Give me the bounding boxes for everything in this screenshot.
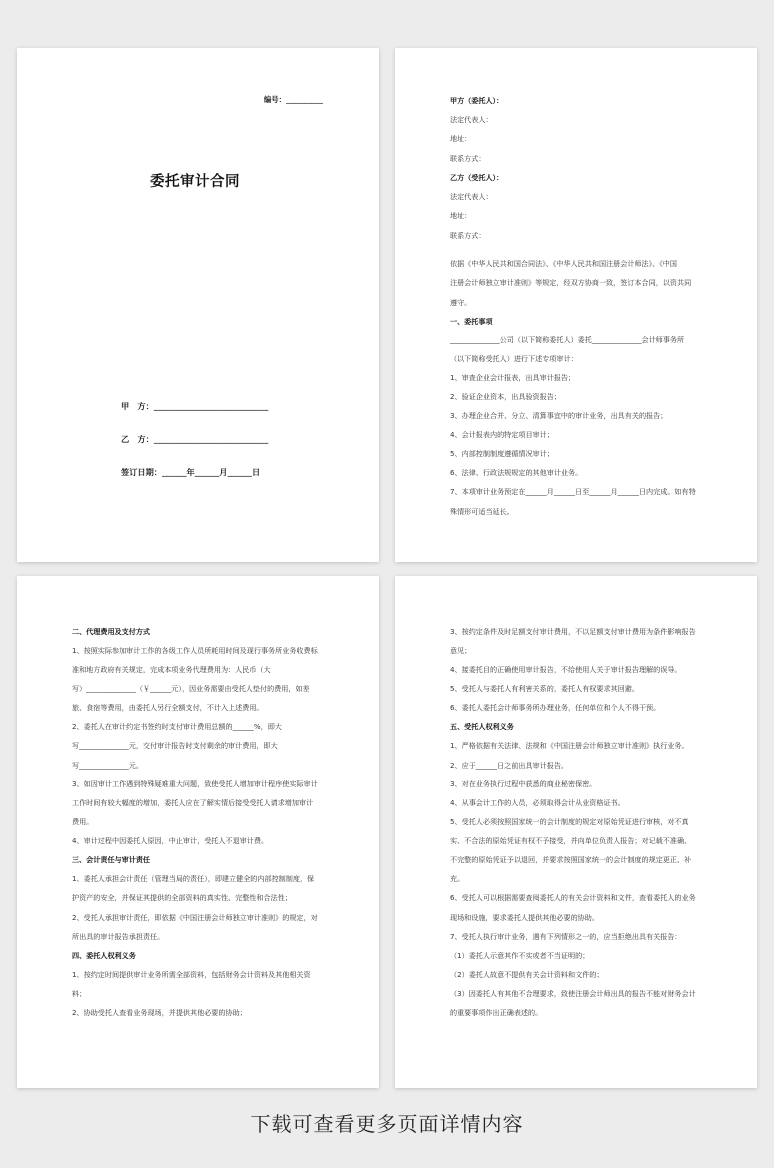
document-text-line: 费用。 [72,817,94,826]
document-text-line: 4、会计报表内的特定项目审计； [450,430,554,439]
document-text-line: 5、受托人必须按照国家统一的会计制度的规定对原始凭证进行审核，对不真 [450,817,689,826]
document-text-line: 联系方式： [450,231,486,240]
section-heading: 乙方（受托人）： [450,173,504,182]
contract-page-2 [395,48,757,562]
section-heading: 四、委托人权利义务 [72,951,136,960]
document-text-line: 3、办理企业合并、分立、清算事宜中的审计业务，出具有关的报告； [450,411,668,420]
section-heading: 五、受托人权利义务 [450,722,514,731]
document-text-line: 1、严格依据有关法律、法规和《中国注册会计师独立审计准则》执行业务。 [450,741,689,750]
document-text-line: 3、对在业务执行过程中获悉的商业秘密保密。 [450,779,597,788]
document-text-line: 现场和设施，要求委托人提供其他必要的协助。 [450,913,599,922]
contract-page-4 [395,576,757,1088]
document-text-line: 所出具的审计报告承担责任。 [72,932,165,941]
document-text-line: 7、本项审计业务预定在______月______日至______月______日内完成。如有特 [450,487,696,496]
document-text-line: （1）委托人示意其作不实或者不当证明的； [450,951,590,960]
document-text-line: 意见； [450,646,472,655]
section-heading: 二、代理费用及支付方式 [72,627,151,636]
contract-number-label: 编号：__________ [263,95,323,104]
document-text-line: 护资产的安全，并保证其提供的全部资料的真实性、完整性和合法性； [72,893,292,902]
document-text-line: 联系方式： [450,154,486,163]
document-text-line: 6、法律、行政法规规定的其他审计业务。 [450,468,583,477]
document-text-line: （以下简称受托人）进行下述专项审计： [450,354,578,363]
document-text-line: 2、委托人在审计约定书签约时支付审计费用总额的______%，即大 [72,722,282,731]
document-text-line: 5、内部控制制度遵循情况审计； [450,449,554,458]
party-b-signature-line: 乙 方：____________________________ [121,434,269,444]
document-text-line: 的重要事项作出正确表述的。 [450,1008,543,1017]
document-text-line: 4、接委托目的正确使用审计报告，不给使用人关于审计报告理解的误导。 [450,665,682,674]
party-a-signature-line: 甲 方：____________________________ [121,401,269,411]
document-text-line: 6、受托人可以根据需要查阅委托人的有关会计资料和文件，查看委托人的业务 [450,893,696,902]
sign-date-line: 签订日期：______年______月______日 [121,467,261,477]
document-text-line: 4、审计过程中因委托人原因，中止审计，受托人不退审计费。 [72,836,269,845]
document-text-line: 不完整的原始凭证予以退回，并要求按照国家统一的会计制度的规定更正、补 [450,855,692,864]
section-heading: 三、会计责任与审计责任 [72,855,151,864]
section-heading: 一、委托事项 [450,317,493,326]
document-text-line: 注册会计师独立审计准则》等规定，经双方协商一致，签订本合同，以资共同 [450,278,692,287]
document-text-line: 写）______________（￥______元），因业务需要由受托人垫付的费用，如差 [72,684,310,693]
document-text-line: 3、如因审计工作遇到特殊疑难重大问题，致使受托人增加审计程序使实际审计 [72,779,318,788]
document-text-line: （3）因委托人有其他不合理要求，致使注册会计师出具的报告不能对财务会计 [450,989,696,998]
document-text-line: 写______________元，交付审计报告时支付剩余的审计费用，即大 [72,741,278,750]
document-text-line: （2）委托人故意不提供有关会计资料和文件的； [450,970,604,979]
document-text-line: 2、验证企业资本，出具验资报告； [450,392,561,401]
document-text-line: 法定代表人： [450,115,493,124]
contract-page-3 [17,576,379,1088]
document-text-line: 充。 [450,874,465,883]
section-heading: 甲方（委托人）： [450,96,504,105]
document-text-line: 4、从事会计工作的人员，必须取得会计从业资格证书。 [450,798,625,807]
document-text-line: 旅、食宿等费用，由委托人另行全额支付，不计入上述费用。 [72,703,264,712]
document-text-line: 2、应于______日之前出具审计报告。 [450,761,569,770]
document-text-line: 1、委托人承担会计责任（管理当局的责任），即建立健全的内部控制制度，保 [72,874,315,883]
document-text-line: 1、审查企业会计报表，出具审计报告； [450,373,576,382]
document-text-line: 遵守。 [450,298,472,307]
contract-cover-page [17,48,379,562]
contract-title: 委托审计合同 [150,174,240,190]
document-text-line: ______________公司（以下简称委托人）委托______________会计师事务所 [450,335,685,344]
document-text-line: 准和地方政府有关规定，完成本项业务代理费用为：人民币（大 [72,665,271,674]
document-text-line: 地址： [450,134,472,143]
download-more-footer[interactable]: 下载可查看更多页面详情内容 [250,1112,524,1136]
document-text-line: 1、按约定时间提供审计业务所需全部资料，包括财务会计资料及其他相关资 [72,970,311,979]
document-text-line: 实、不合法的原始凭证有权不予接受，并向单位负责人报告；对记载不准确、 [450,836,692,845]
document-text-line: 1、按照实际参加审计工作的各级工作人员所耗用时间及现行事务所业务收费标 [72,646,318,655]
document-text-line: 料； [72,989,87,998]
document-text-line: 2、受托人承担审计责任，即依据《中国注册会计师独立审计准则》的规定，对 [72,913,318,922]
document-text-line: 7、受托人执行审计业务，遇有下列情形之一的，应当拒绝出具有关报告： [450,932,682,941]
document-text-line: 法定代表人： [450,192,493,201]
document-text-line: 殊情形可适当延长。 [450,507,514,516]
document-text-line: 6、委托人委托会计师事务所办理业务，任何单位和个人不得干预。 [450,703,661,712]
document-text-line: 2、协助受托人查看业务现场，并提供其他必要的协助； [72,1008,247,1017]
document-text-line: 依据《中华人民共和国合同法》、《中华人民共和国注册会计师法》、《中国 [450,259,677,268]
document-text-line: 地址： [450,211,472,220]
document-text-line: 工作时间有较大幅度的增加，委托人应在了解实情后接受受托人请求增加审计 [72,798,314,807]
document-text-line: 5、受托人与委托人有利害关系的，委托人有权要求其回避。 [450,684,639,693]
document-text-line: 3、按约定条件及时足额支付审计费用，不以足额支付审计费用为条件影响报告 [450,627,696,636]
document-text-line: 写______________元。 [72,761,143,770]
